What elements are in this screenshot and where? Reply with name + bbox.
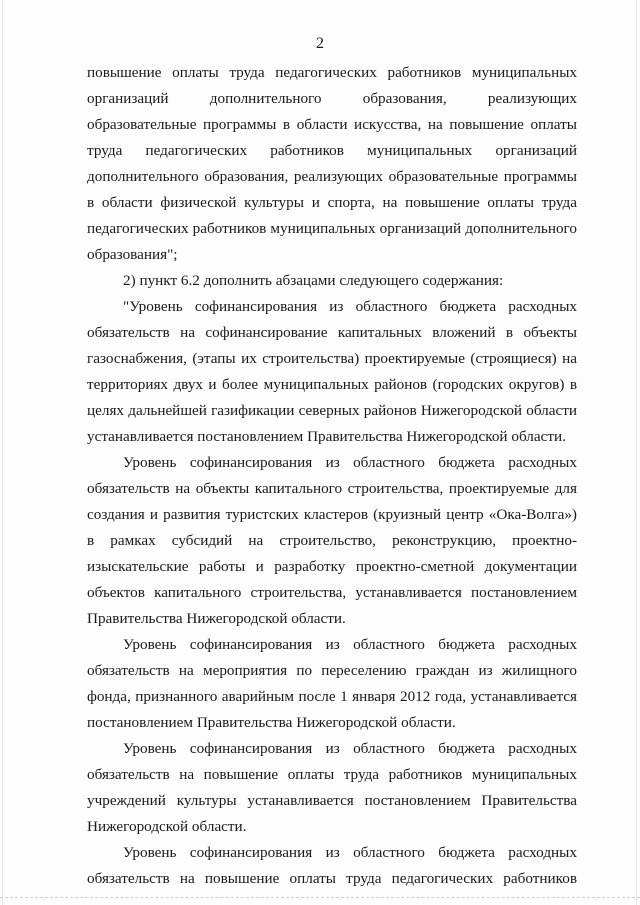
page-number: 2 [316,35,324,52]
scan-edge-left [2,0,3,905]
scan-edge-right [636,0,637,905]
paragraph-item-2: 2) пункт 6.2 дополнить абзацами следующего содержания: [123,272,504,289]
scan-edge-bottom [0,897,640,898]
paragraph-gasification: "Уровень софинансирования из областного бюджета расходных обязательств на софинансирование капитальных вложений в объекты газоснабжения, (этапы их строительства) проектируемые (строящиеся) на территориях двух и более муниципальных районов (городских округов) в целях дальнейшей газификации северных районов Нижегородской области устанавливается постановлением Правительства Нижегородской области. [87,298,577,445]
paragraph-teacher-wages: Уровень софинансирования из областного бюджета расходных обязательств на повышение оплаты труда педагогических работников [87,844,577,887]
paragraph-tourist-clusters: Уровень софинансирования из областного бюджета расходных обязательств на объекты капитального строительства, проектируемые для создания и развития туристских кластеров (круизный центр «Ока-Волга») в рамках субсидий на строительство, реконструкцию, проектно-изыскательские работы и разработку проектно-сметной документации объектов капитального строительства, устанавливается постановлением Правительства Нижегородской области. [87,454,577,627]
paragraph-culture-wages: Уровень софинансирования из областного бюджета расходных обязательств на повышение оплаты труда работников муниципальных учреждений культуры устанавливается постановлением Правительства Нижегородской области. [87,740,577,835]
paragraph-continuation: повышение оплаты труда педагогических работников муниципальных организаций дополнительного образования, реализующих образовательные программы в области искусства, на повышение оплаты труда педагогических работников муниципальных организаций дополнительного образования, реализующих образовательные программы в области физической культуры и спорта, на повышение оплаты труда педагогических работников муниципальных организаций дополнительного образования"; [87,64,577,263]
document-body [87,60,577,892]
paragraph-resettlement: Уровень софинансирования из областного бюджета расходных обязательств на мероприятия по переселению граждан из жилищного фонда, признанного аварийным после 1 января 2012 года, устанавливается постановлением Правительства Нижегородской области. [87,636,577,731]
